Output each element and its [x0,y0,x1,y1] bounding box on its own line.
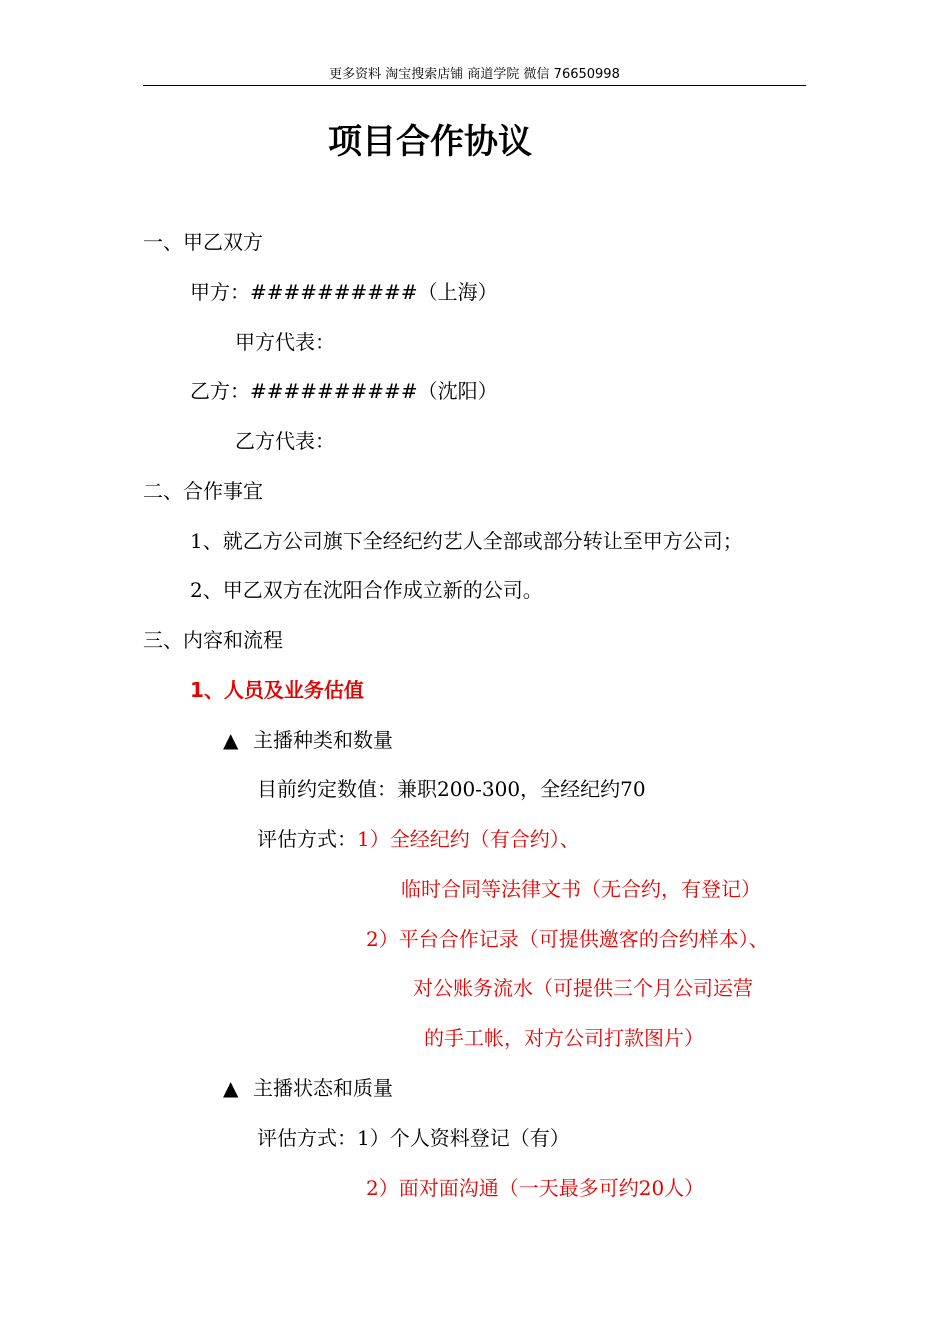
evaluation-item-2: 2）平台合作记录（可提供邀客的合约样本）、 [366,927,769,951]
evaluation-label: 评估方式： [257,1126,357,1150]
section-3-heading: 三、内容和流程 [143,628,283,652]
triangle-bullet-icon: ▲ [223,1076,239,1100]
party-a: 甲方：##########（上海） [190,280,498,304]
agreed-value: 目前约定数值：兼职200-300，全经纪约70 [257,777,646,801]
evaluation-item-1: 1）全经纪约（有合约）、 [357,827,580,851]
bullet-label: 主播状态和质量 [253,1076,393,1100]
section-2-heading: 二、合作事宜 [143,479,263,503]
evaluation-method-1 [257,825,580,853]
party-b: 乙方：##########（沈阳） [190,379,498,403]
evaluation-item-1-cont: 临时合同等法律文书（无合约，有登记） [401,877,761,901]
evaluation-method-2 [257,1124,570,1152]
cooperation-item-1: 1、就乙方公司旗下全经纪约艺人全部或部分转让至甲方公司； [190,529,743,553]
evaluation-b2-item-1: 1）个人资料登记（有） [357,1126,570,1150]
bullet-label: 主播种类和数量 [253,728,393,752]
cooperation-item-2: 2、甲乙双方在沈阳合作成立新的公司。 [190,578,543,602]
subsection-valuation: 1、人员及业务估值 [190,678,364,702]
evaluation-item-2-cont2: 的手工帐，对方公司打款图片） [424,1026,704,1050]
party-a-representative: 甲方代表： [235,330,335,354]
triangle-bullet-icon: ▲ [223,728,239,752]
page-header: 更多资料 淘宝搜索店铺 商道学院 微信 76650998 [329,67,620,82]
section-1-heading: 一、甲乙双方 [143,230,263,254]
evaluation-item-2-cont: 对公账务流水（可提供三个月公司运营 [413,976,753,1000]
evaluation-label: 评估方式： [257,827,357,851]
document-title: 项目合作协议 [328,122,532,162]
party-b-representative: 乙方代表： [235,429,335,453]
evaluation-b2-item-2: 2）面对面沟通（一天最多可约20人） [366,1176,705,1200]
header-divider [143,85,806,86]
bullet-streamer-status [223,1074,393,1102]
bullet-streamer-types [223,726,393,754]
